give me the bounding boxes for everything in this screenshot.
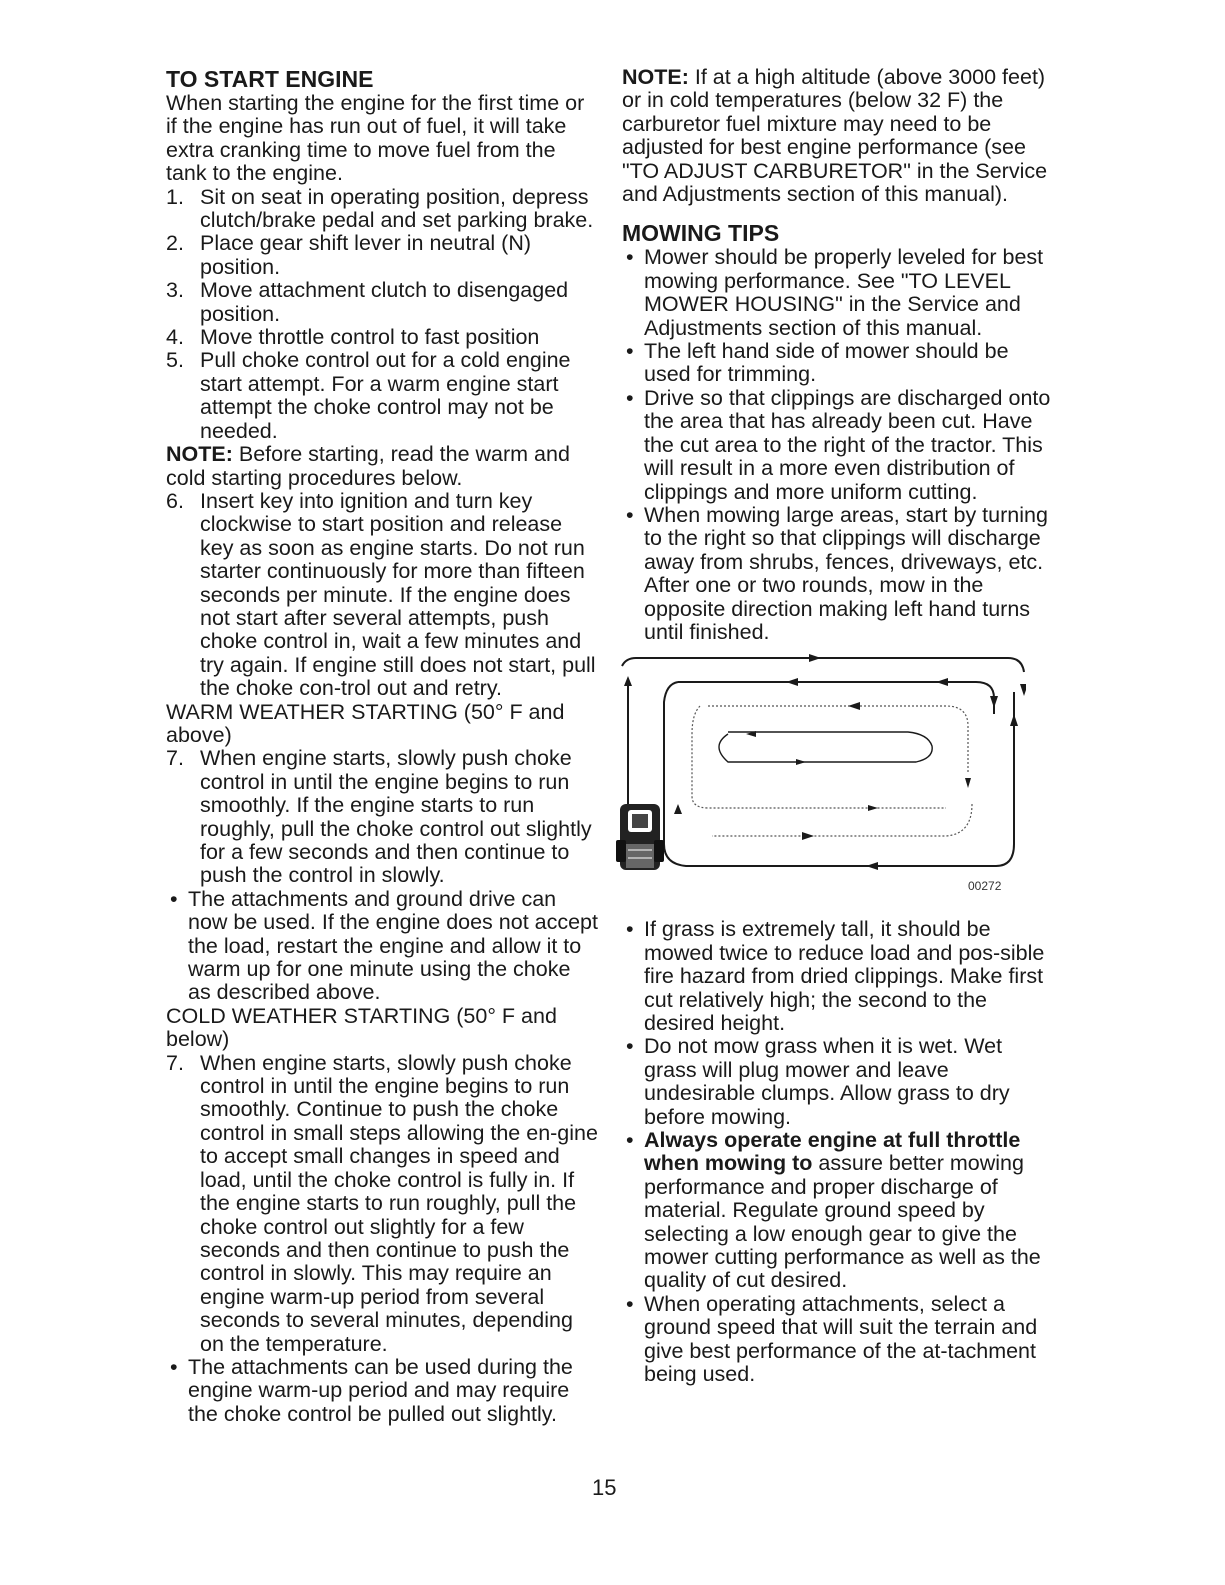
warm-weather-heading: WARM WEATHER STARTING (50° F and above)	[166, 699, 565, 747]
note-text: Before starting, read the warm and cold starting procedures below.	[166, 442, 570, 490]
loop-3-left	[692, 706, 946, 808]
bullet-dot: •	[626, 385, 634, 410]
bullet-text: Drive so that clippings are discharged onto the area that has already been cut. Have the cut area to the right of the tractor. This will result in a more even distribution of clippings and more uniform cutting.	[644, 385, 1051, 504]
tip-bullet	[622, 1293, 1052, 1387]
bullet-dot: •	[170, 1354, 178, 1379]
step-text: When engine starts, slowly push choke control in until the engine begins to run smoothly. Continue to push the choke control in small steps allowing the en-gine to accept small changes in speed and load, until the choke control is fully in. If the engine starts to run roughly, pull the choke control out slightly for a few seconds and then continue to push the control in slowly. This may require an engine warm-up period from several seconds to several minutes, depending on the temperature.	[200, 1050, 598, 1356]
step-number: 3.	[166, 278, 184, 303]
loop-3-bottom	[712, 804, 972, 836]
outer-path-top	[622, 658, 1024, 672]
bullet-text: assure better mowing performance and proper discharge of material. Regulate ground speed by selecting a low enough gear to give the mower cutting performance as well as the quality of cut desired.	[644, 1151, 1041, 1293]
tip-bullet	[622, 340, 1052, 387]
altitude-note	[622, 66, 1052, 206]
start-engine-heading: TO START ENGINE	[166, 66, 374, 92]
start-engine-intro: When starting the engine for the first time or if the engine has run out of fuel, it will take extra cranking time to move fuel from the tank to the engine.	[166, 91, 585, 186]
bullet-text: Do not mow grass when it is wet. Wet grass will plug mower and leave undesirable clumps. Allow grass to dry before mowing.	[644, 1034, 1010, 1129]
arrow	[809, 654, 821, 662]
arrow	[796, 759, 806, 765]
tip-bullet	[622, 246, 1052, 340]
note-label: NOTE:	[166, 442, 233, 467]
bullet-text: The left hand side of mower should be used for trimming.	[644, 339, 1009, 387]
arrow	[965, 778, 971, 788]
inner-loop	[719, 732, 932, 762]
bullet-text: If grass is extremely tall, it should be mowed twice to reduce load and pos-sible fire hazard from dried clippings. Make first cut relatively high; the second to the desired height.	[644, 917, 1045, 1035]
cold-bullet	[166, 1356, 598, 1426]
arrow	[990, 696, 998, 708]
step-text: Place gear shift lever in neutral (N) position.	[200, 231, 532, 279]
tractor-icon	[616, 804, 664, 870]
step-number: 7.	[166, 1050, 184, 1075]
bullet-text: Mower should be properly leveled for best mowing performance. See "TO LEVEL MOWER HOUSING" in the Service and Adjustments section of this manual.	[644, 245, 1044, 340]
bullet-text: When operating attachments, select a ground speed that will suit the terrain and give best performance of the at-tachment being used.	[644, 1291, 1038, 1387]
left-column	[166, 66, 598, 1426]
cold-step-7	[166, 1052, 598, 1356]
step-text: Move throttle control to fast position	[200, 325, 540, 350]
arrow	[786, 678, 798, 686]
right-column	[622, 66, 1052, 1386]
starting-note	[166, 443, 598, 490]
step-text: Insert key into ignition and turn key clockwise to start position and release key as soon as engine starts. Do not run starter continuously for more than fifteen seconds per minute. If the engine does not start after several attempts, push choke control in, wait a few minutes and try again. If engine still does not start, pull the choke con-trol out and retry.	[200, 488, 596, 701]
step-number: 6.	[166, 488, 184, 513]
tip-bullet	[622, 1129, 1052, 1293]
note-label: NOTE:	[622, 65, 689, 89]
figure-code: 00272	[968, 879, 1002, 894]
bullet-dot: •	[626, 917, 634, 942]
bullet-dot: •	[626, 1034, 634, 1059]
arrow	[868, 805, 878, 811]
tip-bullet	[622, 387, 1052, 504]
bullet-dot: •	[626, 1128, 634, 1152]
arrow	[802, 832, 814, 840]
note-text: If at a high altitude (above 3000 feet) or in cold temperatures (below 32 F) the carburetor fuel mixture may need to be adjusted for best engine performance (see "TO ADJUST CARBURETOR" in the Service and Adjustments section of this manual).	[622, 65, 1048, 207]
loop-2-top	[678, 682, 994, 714]
arrow	[848, 702, 860, 710]
step-number: 5.	[166, 348, 184, 373]
step-4	[166, 326, 598, 349]
bullet-text: When mowing large areas, start by turning to the right so that clippings will discharge away from shrubs, fences, driveways, etc. After one or two rounds, mow in the opposite direction making left hand turns until finished.	[644, 502, 1048, 644]
step-number: 1.	[166, 184, 184, 209]
tip-bullet	[622, 1035, 1052, 1129]
step-1	[166, 186, 598, 233]
arrow	[674, 804, 682, 814]
step-text: When engine starts, slowly push choke control in until the engine begins to run smoothly. If the engine starts to run roughly, pull the choke control out slightly for a few seconds and then continue to push the control in slowly.	[200, 746, 592, 888]
warm-bullet	[166, 888, 598, 1005]
step-text: Sit on seat in operating position, depress clutch/brake pedal and set parking brake.	[200, 184, 594, 233]
bullet-dot: •	[626, 502, 634, 527]
tip-bullet	[622, 504, 1052, 644]
mowing-tips-heading: MOWING TIPS	[622, 220, 780, 247]
step-6	[166, 490, 598, 701]
arrow	[1020, 684, 1026, 696]
mowing-pattern-diagram	[616, 654, 1026, 904]
tip-bullet	[622, 918, 1052, 1035]
step-2	[166, 232, 598, 279]
arrow	[866, 862, 878, 870]
bullet-text: The attachments and ground drive can now be used. If the engine does not accept the load, restart the engine and allow it to warm up for one minute using the choke as described above.	[188, 886, 598, 1005]
arrow	[624, 676, 632, 686]
step-text: Pull choke control out for a cold engine start attempt. For a warm engine start attempt the choke control may not be needed.	[200, 348, 571, 443]
step-text: Move attachment clutch to disengaged position.	[200, 278, 569, 326]
warm-step-7	[166, 747, 598, 887]
cold-weather-heading: COLD WEATHER STARTING (50° F and below)	[166, 1003, 557, 1052]
step-number: 2.	[166, 231, 184, 256]
mowing-pattern-figure	[616, 654, 1026, 904]
step-3	[166, 279, 598, 326]
step-number: 4.	[166, 325, 184, 350]
bullet-bold-text: Always operate engine at full throttle when mowing to	[644, 1128, 1021, 1176]
bullet-dot: •	[626, 245, 634, 270]
arrow	[936, 678, 948, 686]
page-number: 15	[592, 1475, 617, 1500]
step-number: 7.	[166, 746, 184, 771]
bullet-dot: •	[626, 339, 634, 364]
arrow	[1010, 714, 1018, 726]
step-5	[166, 349, 598, 443]
bullet-dot: •	[626, 1291, 634, 1316]
bullet-text: The attachments can be used during the engine warm-up period and may require the choke control be pulled out slightly.	[188, 1354, 573, 1426]
bullet-dot: •	[170, 886, 178, 911]
